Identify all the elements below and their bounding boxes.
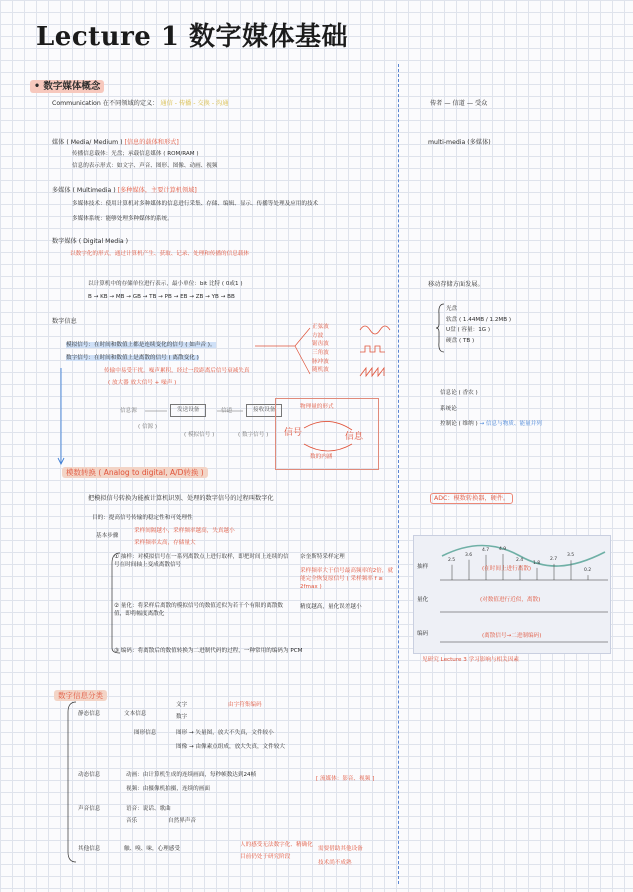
sample-value: 2.7 bbox=[550, 556, 558, 562]
media-tag: [信息的载体和形式] bbox=[124, 139, 179, 146]
dynamic-item: 视频：由摄像机拍摄，连续的画面 bbox=[126, 786, 210, 792]
other-note: 需要借助其他设备 bbox=[318, 846, 363, 852]
other-note: 技术尚不成熟 bbox=[318, 860, 352, 866]
image-item: 图像 → 由像素点组成，放大失真，文件较大 bbox=[176, 744, 285, 750]
flow-sub: ( 模拟信号 ) bbox=[184, 432, 215, 438]
dynamic-info: 动态信息 bbox=[78, 772, 101, 778]
text-item: 数字 bbox=[176, 714, 188, 720]
media-label: 媒体 ( Media/ Medium ) bbox=[52, 139, 123, 146]
steps-note: 采样间隔越小，采样频率越高，失真越小 bbox=[134, 528, 235, 534]
multimedia-tag: [多种媒体，主要计算机领域] bbox=[117, 187, 197, 194]
capacity-item: 软盘 ( 1.44MB / 1.2MB ) bbox=[446, 316, 512, 323]
sample-value: 0.2 bbox=[584, 568, 592, 574]
other-note: 目前仍处于研究阶段 bbox=[240, 854, 291, 860]
chart-label: 抽样 bbox=[417, 564, 429, 570]
nyquist-note: 采样频率大于信号最高频率的2倍，就能完全恢复原信号 ( 采样频率 f ≥ 2fmax ) bbox=[300, 568, 394, 590]
ad-goal: 目的：提高信号传输的稳定性和可处理性 bbox=[92, 515, 193, 521]
sample-value: 4.7 bbox=[482, 547, 490, 553]
category-brace bbox=[66, 702, 78, 862]
quant-note: 精度越高，量化误差越小 bbox=[300, 604, 362, 610]
column-divider bbox=[398, 64, 399, 884]
chart-label: 编码 bbox=[417, 631, 429, 637]
audio-item: 语音：说话、歌曲 bbox=[126, 806, 171, 812]
triangle-top: 物理量的形式 bbox=[300, 404, 334, 410]
digital-line: 数字信号：在时间和数值上是离散的信号 ( 离散变化 ) bbox=[66, 355, 199, 361]
digital-media-note: 移动存储方面发展。 bbox=[428, 281, 484, 288]
lecture-ref: 见研究 Lecture 3 学习影响与相关因素 bbox=[422, 657, 519, 663]
ad-intro: 把模拟信号转换为能被计算机识别、处理的数字信号的过程叫数字化 bbox=[88, 495, 274, 502]
digital-media-storage: 以计算机中的存储单位进行表示，最小单位：bit 比特 ( 0或1 ) bbox=[88, 281, 243, 287]
digital-media-desc: 以数字化的形式，通过计算机产生、获取、记录、处理和传播的信息载体 bbox=[70, 251, 250, 257]
capacity-item: 光盘 bbox=[446, 306, 458, 312]
info-kind: 信息论 ( 香农 ) bbox=[440, 390, 478, 396]
other-info: 其他信息 bbox=[78, 846, 101, 852]
communication-label: Communication 在不同领域的定义： bbox=[52, 100, 159, 107]
info-kind: 控制论 ( 维纳 ) → 信息与物质、能量并列 bbox=[440, 421, 542, 428]
communication-value: 通信 - 传播 - 交换 - 沟通 bbox=[160, 100, 229, 107]
other-text: 触、嗅、味，心理感受 bbox=[124, 846, 180, 852]
dynamic-note: [ 流媒体：影音、视频 ] bbox=[316, 776, 375, 782]
sample-value: 1.8 bbox=[533, 560, 541, 566]
chart-label: 量化 bbox=[417, 597, 429, 603]
media-line2: 信息的表示形式：如文字、声音、图形、图像、动画、视频 bbox=[72, 163, 218, 169]
multimedia-row bbox=[52, 187, 197, 195]
triangle-arrows bbox=[300, 418, 360, 458]
section2-heading: 模数转换 ( Analog to digital, A/D转换 ) bbox=[62, 467, 208, 478]
flow-receiver: 接收设备 bbox=[246, 404, 282, 417]
signal-relay: ( 放大器 放大信号 + 噪声 ) bbox=[108, 380, 177, 386]
multimedia-label: 多媒体 ( Multimedia ) bbox=[52, 187, 116, 194]
section3-heading: 数字信息分类 bbox=[54, 690, 107, 701]
capacity-item: 硬盘 ( TB ) bbox=[446, 337, 475, 344]
flow-sub: ( 数字信号 ) bbox=[238, 432, 269, 438]
audio-item: 自然界声音 bbox=[168, 818, 196, 824]
sample-value: 3.6 bbox=[465, 552, 473, 558]
section2-arrow bbox=[57, 368, 67, 468]
adc-note: ADC：模数转换器，硬件。 bbox=[430, 495, 513, 503]
image-info: 图形信息 bbox=[134, 730, 157, 736]
chart-note: (对数值进行近似，离散) bbox=[480, 597, 541, 603]
text-note: 由字符集编码 bbox=[228, 702, 262, 708]
other-note: 人的感受无法数字化、精确化 bbox=[240, 842, 313, 848]
communication-row bbox=[52, 100, 228, 108]
page-title: Lecture 1 数字媒体基础 bbox=[36, 22, 349, 52]
flow-sender: 发送设备 bbox=[170, 404, 206, 417]
step-sampling: ① 抽样：对模拟信号在一系列离散点上进行取样，即把时间上连续的信号在时间轴上变成离散信号 bbox=[114, 554, 289, 569]
capacity-list bbox=[446, 304, 511, 347]
media-note: multi-media (多媒体) bbox=[428, 139, 491, 146]
flow-arrows bbox=[145, 405, 285, 425]
wave-type: 锯齿波 bbox=[312, 341, 329, 348]
wave-type: 三角波 bbox=[312, 349, 329, 356]
media-row bbox=[52, 139, 179, 147]
static-text: 文本信息 bbox=[124, 711, 147, 717]
info-kind: 系统论 bbox=[440, 405, 457, 412]
dynamic-item: 动画：由计算机生成的连续画面，每秒帧数达到24帧 bbox=[126, 772, 257, 778]
steps-label: 基本步骤 bbox=[96, 533, 119, 539]
text-item: 文字 bbox=[176, 702, 188, 708]
multimedia-line1: 多媒体技术：使用计算机对多种媒体的信息进行采集、存储、编辑、显示、传播等处理及应用的技术 bbox=[72, 201, 319, 207]
multimedia-line2: 多媒体系统：能够处理多种媒体的系统。 bbox=[72, 216, 173, 222]
analog-line: 模拟信号：在时间和数值上都是连续变化的信号 ( 如声音 )。 bbox=[66, 342, 216, 348]
triangle-bottom: 数的内涵 bbox=[310, 454, 333, 460]
audio-item: 音乐 bbox=[126, 818, 138, 824]
wave-type: 正弦波 bbox=[312, 324, 329, 330]
wave-sketches bbox=[255, 318, 395, 398]
capacity-item: U盘 ( 容量：1G ) bbox=[446, 327, 491, 334]
image-item: 图形 → 矢量图，放大不失真，文件较小 bbox=[176, 730, 274, 736]
flow-channel: 信道 bbox=[221, 408, 233, 414]
info-kinds bbox=[440, 386, 542, 433]
wave-type: 方波 bbox=[312, 332, 324, 339]
signal-problem: 传输中易受干扰，噪声累积，经过一段距离后信号衰减失真 bbox=[104, 368, 250, 374]
sample-value: 3.5 bbox=[567, 553, 575, 559]
section1-heading: • 数字媒体概念 bbox=[30, 78, 104, 92]
communication-note: 传者 — 信道 — 受众 bbox=[430, 100, 488, 107]
wave-type: 随机波 bbox=[312, 367, 329, 374]
media-line1: 传播信息载体：光盘；承载信息媒体 ( ROM/RAM ) bbox=[72, 151, 199, 157]
sample-value: 4.9 bbox=[499, 546, 507, 552]
step-coding: ③ 编码：将离散后的数值转换为二进制代码的过程，一种常用的编码为 PCM bbox=[114, 648, 303, 654]
chart-note: (离散信号→二进制编码) bbox=[482, 633, 542, 639]
capacity-brace bbox=[436, 304, 446, 352]
flow-source: 信息源 bbox=[120, 408, 137, 414]
sample-value: 2.5 bbox=[448, 557, 456, 563]
flow-sub: ( 信源 ) bbox=[138, 424, 158, 430]
digital-media-units: B → KB → MB → GB → TB → PB → EB → ZB → YB → BB bbox=[88, 294, 235, 300]
triangle-left: 信号 bbox=[284, 428, 303, 438]
sample-value: 2.4 bbox=[516, 558, 524, 564]
chart-note: (在时间上进行离散) bbox=[482, 566, 532, 572]
steps-note: 采样频率太高，存储量大 bbox=[134, 540, 196, 546]
static-info: 静态信息 bbox=[78, 711, 101, 717]
wave-type: 脉冲波 bbox=[312, 358, 329, 365]
audio-info: 声音信息 bbox=[78, 806, 101, 812]
nyquist: 奈奎斯特采样定理 bbox=[300, 554, 345, 560]
digital-media-label: 数字媒体 ( Digital Media ) bbox=[52, 238, 129, 245]
signal-label: 数字信息 bbox=[52, 318, 77, 325]
triangle-right: 信息 bbox=[345, 432, 364, 442]
step-quant: ② 量化：将采样后离散的模拟信号的数值近似为若干个有限的离散数值，即将幅度离散化 bbox=[114, 603, 284, 618]
